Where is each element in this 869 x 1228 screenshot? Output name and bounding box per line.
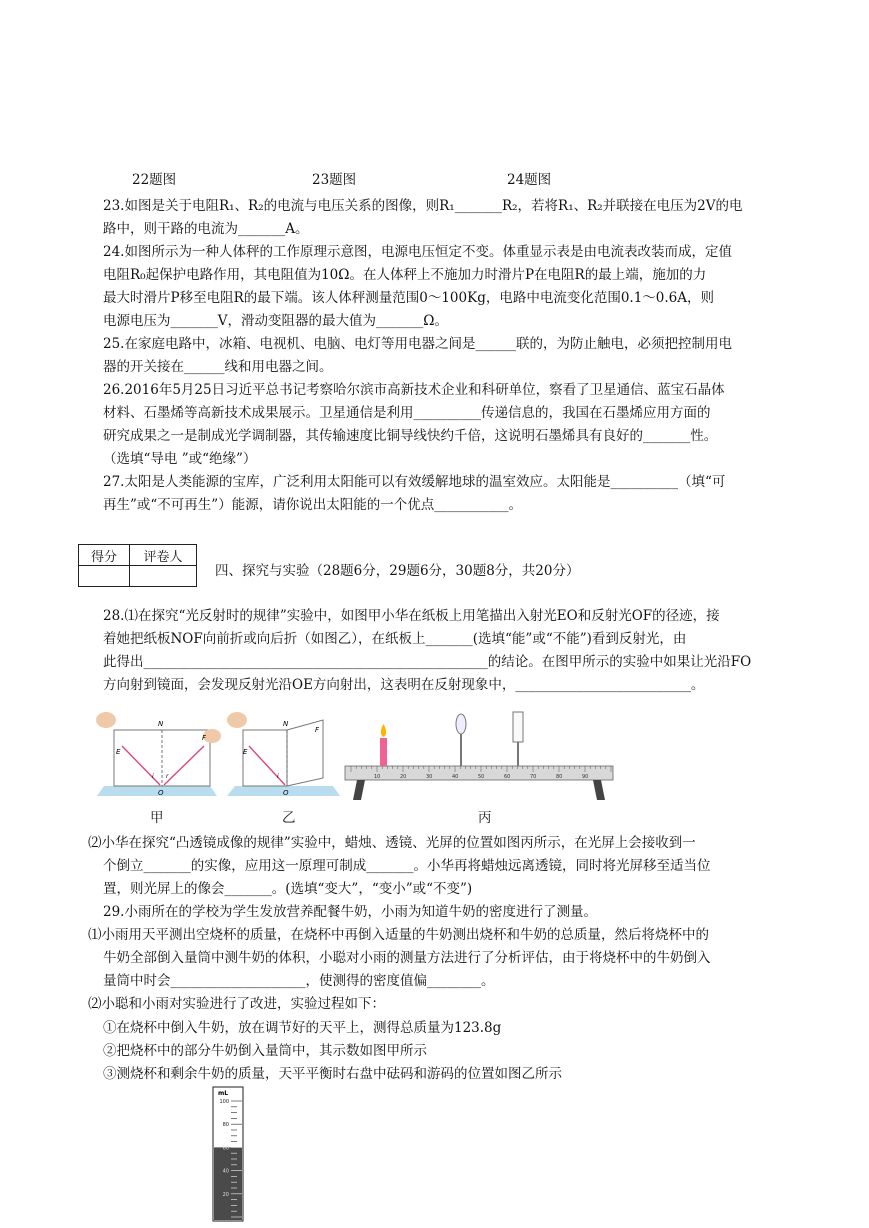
- fig-caption-yi: 乙: [282, 810, 296, 826]
- q24-line-4: 电源电压为_______V，滑动变阻器的最大值为_______Ω。: [103, 313, 448, 329]
- ruler-tick-label: 10: [374, 774, 381, 780]
- q29-line-3: 牛奶全部倒入量筒中测牛奶的体积，小聪对小雨的测量方法进行了分析评估，由于将烧杯中的牛奶倒入: [103, 950, 711, 966]
- q23-line-1: 23.如图是关于电阻R₁、R₂的电流与电压关系的图像，则R₁_______R₂，若将R₁、R₂并联接在电压为2V的电: [103, 198, 743, 214]
- ruler-tick-label: 70: [530, 774, 537, 780]
- q28-line-2: 着她把纸板NOF向前折或向后折（如图乙），在纸板上_______(选填“能”或“不能”)看到反射光，由: [103, 631, 687, 647]
- label-O: O: [283, 789, 289, 797]
- q24-line-2: 电阻R₀起保护电路作用，其电阻值为10Ω。在人体秤上不施加力时滑片P在电阻R的最上端，施加的力: [103, 267, 707, 283]
- q28-2-line-1: ⑵小华在探究“凸透镜成像的规律”实验中，蜡烛、透镜、光屏的位置如图丙所示，在光屏上会接收到一: [88, 835, 696, 851]
- paper-board-left: [243, 730, 287, 786]
- lens-stand: [460, 734, 462, 766]
- figure-yi-folded: [225, 708, 343, 803]
- hand-left: [227, 712, 247, 728]
- label-E: E: [243, 748, 248, 756]
- figure-bing-optical-bench: [343, 706, 618, 802]
- q26-line-4: （选填“导电 ”或“绝缘”）: [103, 451, 257, 467]
- q29-line-4: 量筒中时会____________________，使测得的密度值偏________。: [103, 973, 495, 989]
- label-i: i: [152, 773, 154, 780]
- candle: [380, 738, 387, 766]
- q24-line-1: 24.如图所示为一种人体秤的工作原理示意图，电源电压恒定不变。体重显示表是由电流表改装而成，定值: [103, 244, 732, 260]
- q27-line-1: 27.太阳是人类能源的宝库，广泛利用太阳能可以有效缓解地球的温室效应。太阳能是__________（填“可: [103, 474, 726, 490]
- figure-jia-reflection: [92, 708, 222, 803]
- candle-flame: [381, 724, 386, 737]
- q28-line-4: 方向射到镜面，会发现反射光沿OE方向射出，这表明在反射现象中，__________________________。: [103, 677, 705, 693]
- label-i: i: [277, 773, 279, 780]
- cylinder-tick-label: 40: [222, 1168, 229, 1175]
- q24-line-3: 最大时滑片P移至电阻R的最下端。该人体秤测量范围0～100Kg，电路中电流变化范围0.1～0.6A，则: [103, 290, 715, 306]
- ruler-tick-label: 30: [426, 774, 433, 780]
- q28-line-3: 此得出___________________________________________________的结论。在图甲所示的实验中如果让光沿FO: [103, 654, 752, 670]
- ruler-tick-label: 20: [400, 774, 407, 780]
- score-header: 得分: [79, 545, 130, 566]
- bench-leg-left: [353, 780, 365, 800]
- ruler-tick-label: 60: [504, 774, 511, 780]
- q29-step-3: ③测烧杯和剩余牛奶的质量，天平平衡时右盘中砝码和游码的位置如图乙所示: [103, 1066, 562, 1082]
- q29-line-1: 29.小雨所在的学校为学生发放营养配餐牛奶，小雨为知道牛奶的密度进行了测量。: [103, 904, 597, 920]
- cylinder-unit: mL: [218, 1090, 229, 1097]
- score-cell[interactable]: [79, 566, 130, 587]
- cylinder-tick-label: 60: [222, 1145, 229, 1152]
- q28-2-line-3: 置，则光屏上的像会_______。(选填“变大”，“变小”或“不变”): [103, 881, 473, 897]
- label-r: r: [166, 773, 169, 780]
- ruler-tick-label: 40: [452, 774, 459, 780]
- cylinder-tick-label: 20: [222, 1191, 229, 1198]
- fig-caption-24: 24题图: [507, 172, 552, 188]
- hand-left: [96, 712, 116, 728]
- q27-line-2: 再生”或“不可再生”）能源，请你说出太阳能的一个优点___________。: [103, 497, 522, 513]
- section-title: 四、探究与实验（28题6分，29题6分，30题8分，共20分）: [215, 563, 580, 579]
- label-F: F: [202, 734, 207, 742]
- grader-cell[interactable]: [130, 566, 197, 587]
- score-table: [78, 544, 197, 587]
- milk-liquid: [214, 1147, 242, 1220]
- label-F: F: [315, 726, 320, 734]
- grader-header: 评卷人: [130, 545, 197, 566]
- q29-line-5: ⑵小聪和小雨对实验进行了改进，实验过程如下：: [88, 996, 385, 1012]
- measuring-cylinder: [205, 1083, 255, 1223]
- q25-line-1: 25.在家庭电路中，冰箱、电视机、电脑、电灯等用电器之间是______联的，为防止触电，必须把控制用电: [103, 336, 732, 352]
- cylinder-tick-label: 100: [219, 1099, 229, 1105]
- q29-step-2: ②把烧杯中的部分牛奶倒入量筒中，其示数如图甲所示: [103, 1043, 427, 1059]
- convex-lens: [456, 714, 466, 734]
- fig-caption-bing: 丙: [478, 810, 492, 826]
- label-O: O: [158, 789, 164, 797]
- ruler-tick-label: 90: [582, 774, 589, 780]
- bench-leg-right: [593, 780, 605, 800]
- screen-stand: [517, 742, 519, 766]
- q25-line-2: 器的开关接在______线和用电器之间。: [103, 359, 333, 375]
- label-N: N: [283, 720, 289, 728]
- light-screen: [513, 712, 523, 742]
- ruler-tick-label: 50: [478, 774, 485, 780]
- cylinder-tick-label: 80: [222, 1122, 229, 1129]
- label-E: E: [116, 748, 121, 756]
- q26-line-1: 26.2016年5月25日习近平总书记考察哈尔滨市高新技术企业和科研单位，察看了卫星通信、蓝宝石晶体: [103, 382, 725, 398]
- q28-line-1: 28.⑴在探究“光反射时的规律”实验中，如图甲小华在纸板上用笔描出入射光EO和反射光OF的径迹，接: [103, 608, 720, 624]
- q28-2-line-2: 个倒立_______的实像，应用这一原理可制成_______。小华再将蜡烛远离透镜，同时将光屏移至适当位: [103, 858, 711, 874]
- fig-caption-23: 23题图: [312, 172, 357, 188]
- fig-caption-jia: 甲: [150, 810, 164, 826]
- ruler-tick-label: 80: [556, 774, 563, 780]
- q23-line-2: 路中，则干路的电流为_______A。: [103, 221, 309, 237]
- q29-step-1: ①在烧杯中倒入牛奶，放在调节好的天平上，测得总质量为123.8g: [103, 1020, 502, 1036]
- label-N: N: [158, 720, 164, 728]
- q26-line-3: 研究成果之一是制成光学调制器，其传输速度比铜导线快约千倍，这说明石墨烯具有良好的_______性。: [103, 428, 718, 444]
- mirror-base: [97, 786, 217, 796]
- q29-line-2: ⑴小雨用天平测出空烧杯的质量，在烧杯中再倒入适量的牛奶测出烧杯和牛奶的总质量，然后将烧杯中的: [88, 927, 709, 943]
- q26-line-2: 材料、石墨烯等高新技术成果展示。卫星通信是利用__________传递信息的，我国在石墨烯应用方面的: [103, 405, 711, 421]
- fig-caption-22: 22题图: [132, 172, 177, 188]
